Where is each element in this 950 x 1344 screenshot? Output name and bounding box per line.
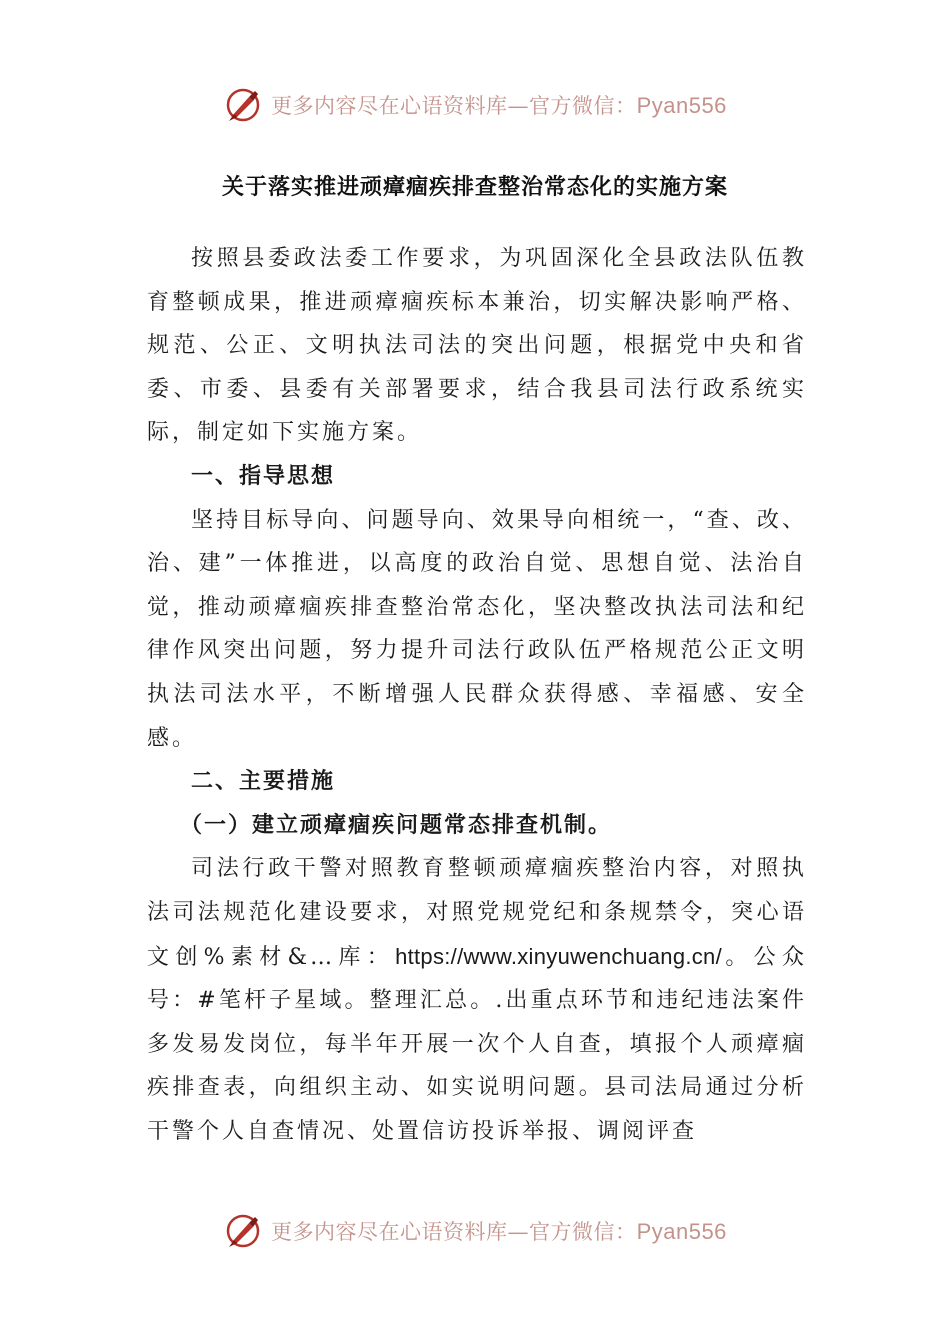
banner-label: 更多内容尽在心语资料库—官方微信： (271, 1220, 637, 1244)
footer-watermark-banner (0, 1206, 950, 1256)
banner-wechat-id: Pyan556 (636, 1219, 727, 1244)
pen-logo-icon (223, 85, 263, 125)
banner-wechat-id: Pyan556 (636, 93, 727, 118)
pen-logo-icon (223, 1211, 263, 1251)
banner-text (271, 90, 727, 120)
document-body (147, 237, 807, 1153)
inline-watermark-url: https://www.xinyuwenchuang.cn/ (395, 943, 723, 969)
subsection-heading-screening-mechanism: （一）建立顽瘴痼疾问题常态排查机制。 (180, 812, 613, 838)
guiding-thought-paragraph: 坚持目标导向、问题导向、效果导向相统一，“查、改、治、建”一体推进，以高度的政治自觉、思想自觉、法治自觉，推动顽瘴痼疾排查整治常态化，坚决整改执法司法和纪律作风突出问题，努力提升司法行政队伍严格规范公正文明执法司法水平，不断增强人民群众获得感、幸福感、安全感。 (147, 507, 807, 751)
banner-text (271, 1216, 727, 1246)
screening-mechanism-paragraph (147, 847, 807, 1153)
banner-label: 更多内容尽在心语资料库—官方微信： (271, 94, 637, 118)
intro-paragraph: 按照县委政法委工作要求，为巩固深化全县政法队伍教育整顿成果，推进顽瘴痼疾标本兼治，切实解决影响严格、规范、公正、文明执法司法的突出问题，根据党中央和省委、市委、县委有关部署要求，结合我县司法行政系统实际，制定如下实施方案。 (147, 246, 807, 446)
header-watermark-banner (0, 80, 950, 130)
screening-text-part-a: 司法行政干警对照教育整顿顽瘴痼疾整治内容，对照执法司法规范化建设要求，对照党规党纪和条规禁令，突 (147, 856, 807, 925)
section-heading-guiding-thought: 一、指导思想 (191, 463, 336, 489)
document-title: 关于落实推进顽瘴痼疾排查整治常态化的实施方案 (221, 175, 728, 200)
section-heading-main-measures: 二、主要措施 (191, 769, 336, 795)
inline-watermark-suffix: 。公众号：#笔杆子星域。整理汇总。. (147, 944, 807, 1014)
screening-text-part-b: 出重点环节和违纪违法案件多发易发岗位，每半年开展一次个人自查，填报个人顽瘴痼疾排查表，向组织主动、如实说明问题。县司法局通过分析干警个人自查情况、处置信访投诉举报、调阅评查 (147, 988, 807, 1144)
inline-watermark-label: 心语文创%素材&…库： (147, 899, 807, 970)
